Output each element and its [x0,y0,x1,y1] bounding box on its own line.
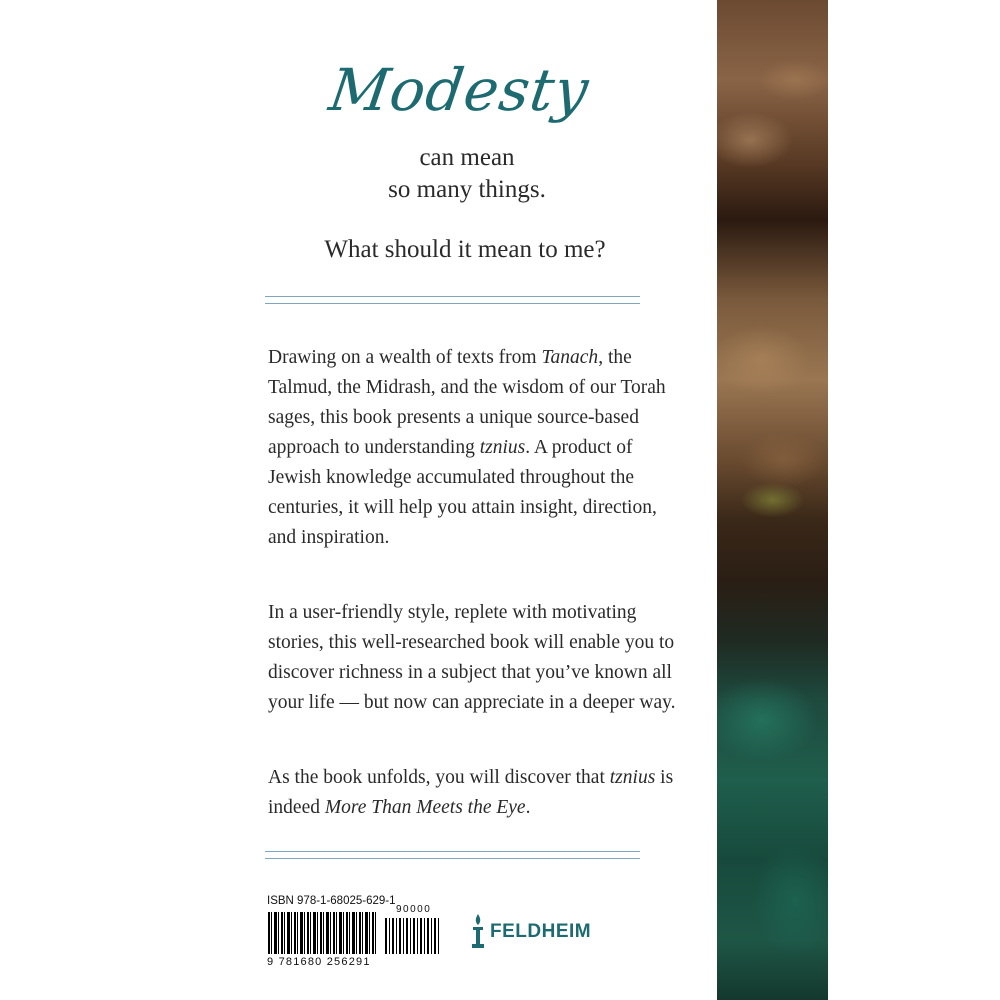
bottom-divider [265,851,640,859]
paragraph-1-run-2: , the Talmud, the Midrash, and the wisdom of our Torah sages, this book presents a unique source-based approach to understanding [268,347,666,458]
cover-title: Modesty [325,56,594,124]
paragraph-3-run-1: tznius [609,767,656,788]
paragraph-1-run-3: tznius [479,437,526,458]
barcode-addon-number: 90000 [396,904,432,915]
subtitle-line-2: so many things. [388,176,546,203]
isbn-text: ISBN 978-1-68025-629-1 [267,895,396,907]
barcode-icon [268,912,378,954]
barcode-addon-icon [385,918,440,954]
cover-question: What should it mean to me? [324,236,606,263]
top-divider [265,296,640,304]
paragraph-3-run-3: More Than Meets the Eye [324,797,526,818]
paragraph-3-run-4: . [525,797,531,818]
publisher-name: FELDHEIM [490,921,592,942]
description-paragraph-3 [268,763,688,823]
subtitle-line-1: can mean [419,144,515,171]
paragraph-1-run-1: Tanach [541,347,599,368]
cover-photo-strip [717,0,828,1000]
paragraph-1-run-0: Drawing on a wealth of texts from [268,347,542,368]
menorah-flame-icon [470,912,486,952]
barcode-number: 9 781680 256291 [267,956,371,968]
description-paragraph-1 [268,343,688,553]
paragraph-3-run-2: is indeed [268,767,674,818]
description-paragraph-2: In a user-friendly style, replete with motivating stories, this well-researched book will enable you to discover richness in a subject that you’ve known all your life — but now can appreciate in a deeper way. [268,602,676,713]
paragraph-3-run-0: As the book unfolds, you will discover that [268,767,610,788]
publisher-logo [470,912,591,952]
paragraph-1-run-4: . A product of Jewish knowledge accumulated throughout the centuries, it will help you attain insight, direction, and inspiration. [268,437,657,548]
